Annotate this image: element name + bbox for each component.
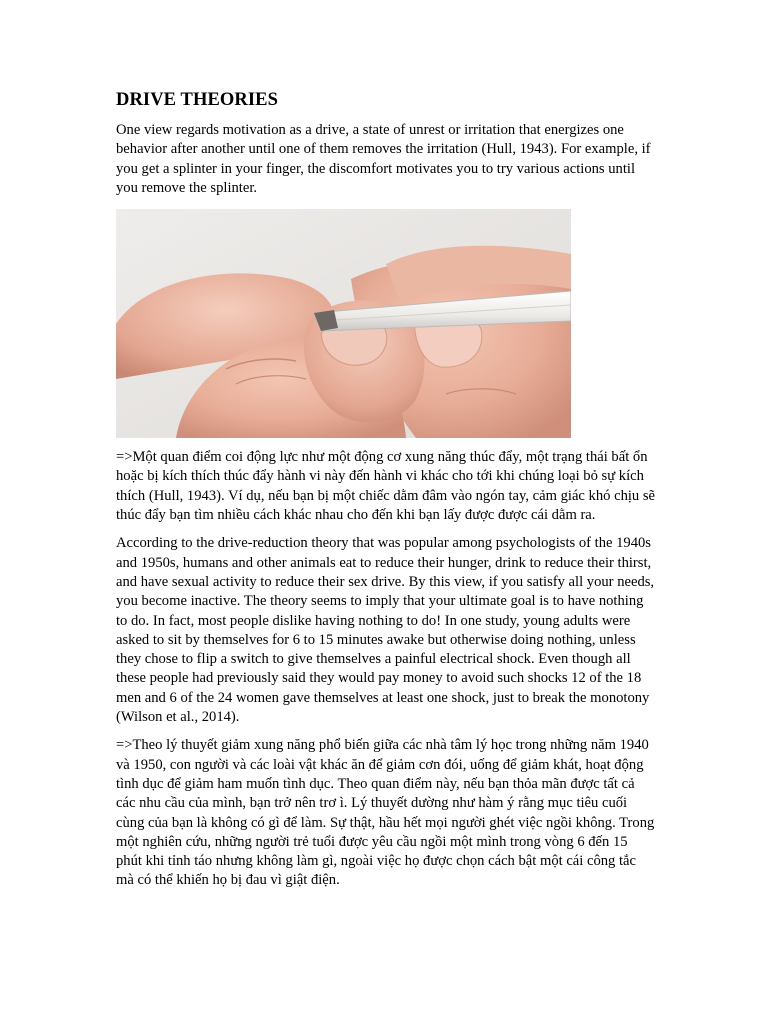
document-page	[116, 88, 656, 900]
paragraph-intro-english: One view regards motivation as a drive, a state of unrest or irritation that energizes one behavior after another until one of them removes the irritation (Hull, 1943). For example, if you get a splinter in your finger, the discomfort motivates you to try various actions until you remove the splinter.	[116, 122, 651, 196]
document-title: DRIVE THEORIES	[116, 90, 278, 110]
paragraph-drive-reduction-english: According to the drive-reduction theory that was popular among psychologists of the 1940s and 1950s, humans and other animals eat to reduce their hunger, drink to reduce their thirst, and have sexual activity to reduce their sex drive. By this view, if you satisfy all your needs, you become inactive. The theory seems to imply that your ultimate goal is to have nothing to do. In fact, most people dislike having nothing to do! In one study, young adults were asked to sit by themselves for 6 to 15 minutes awake but otherwise doing nothing, unless they chose to flip a switch to give themselves a painful electrical shock. Even though all these people had previously said they would pay money to avoid such shocks 12 of the 18 men and 6 of the 24 women gave themselves at least one shock, just to break the monotony (Wilson et al., 2014).	[116, 535, 655, 726]
splinter-photo	[116, 209, 571, 438]
paragraph-intro-vietnamese: =>Một quan điểm coi động lực như một động cơ xung năng thúc đẩy, một trạng thái bất ổn hoặc bị kích thích thúc đẩy hành vi này đến hành vi khác cho tới khi chúng loại bỏ sự kích thích (Hull, 1943). Ví dụ, nếu bạn bị một chiếc dằm đâm vào ngón tay, cảm giác khó chịu sẽ thúc đẩy bạn tìm nhiều cách khác nhau cho đến khi bạn lấy được được cái dằm ra.	[116, 449, 656, 524]
paragraph-drive-reduction-vietnamese: =>Theo lý thuyết giảm xung năng phổ biến giữa các nhà tâm lý học trong những năm 1940 và 1950, con người và các loài vật khác ăn để giảm cơn đói, uống để giảm khát, hoạt động tình dục để giảm ham muốn tình dục. Theo quan điểm này, nếu bạn thỏa mãn được tất cả các nhu cầu của mình, bạn trở nên trơ ì. Lý thuyết dường như hàm ý rằng mục tiêu cuối cùng của bạn là không có gì để làm. Sự thật, hầu hết mọi người ghét việc ngồi không. Trong một nghiên cứu, những người trẻ tuổi được yêu cầu ngồi một mình trong vòng 6 đến 15 phút khi tỉnh táo nhưng không làm gì, ngoài việc họ được chọn cách bật một cái công tắc mà có thể khiến họ bị đau vì giật điện.	[116, 737, 655, 889]
finger-tweezers-illustration	[116, 209, 571, 438]
